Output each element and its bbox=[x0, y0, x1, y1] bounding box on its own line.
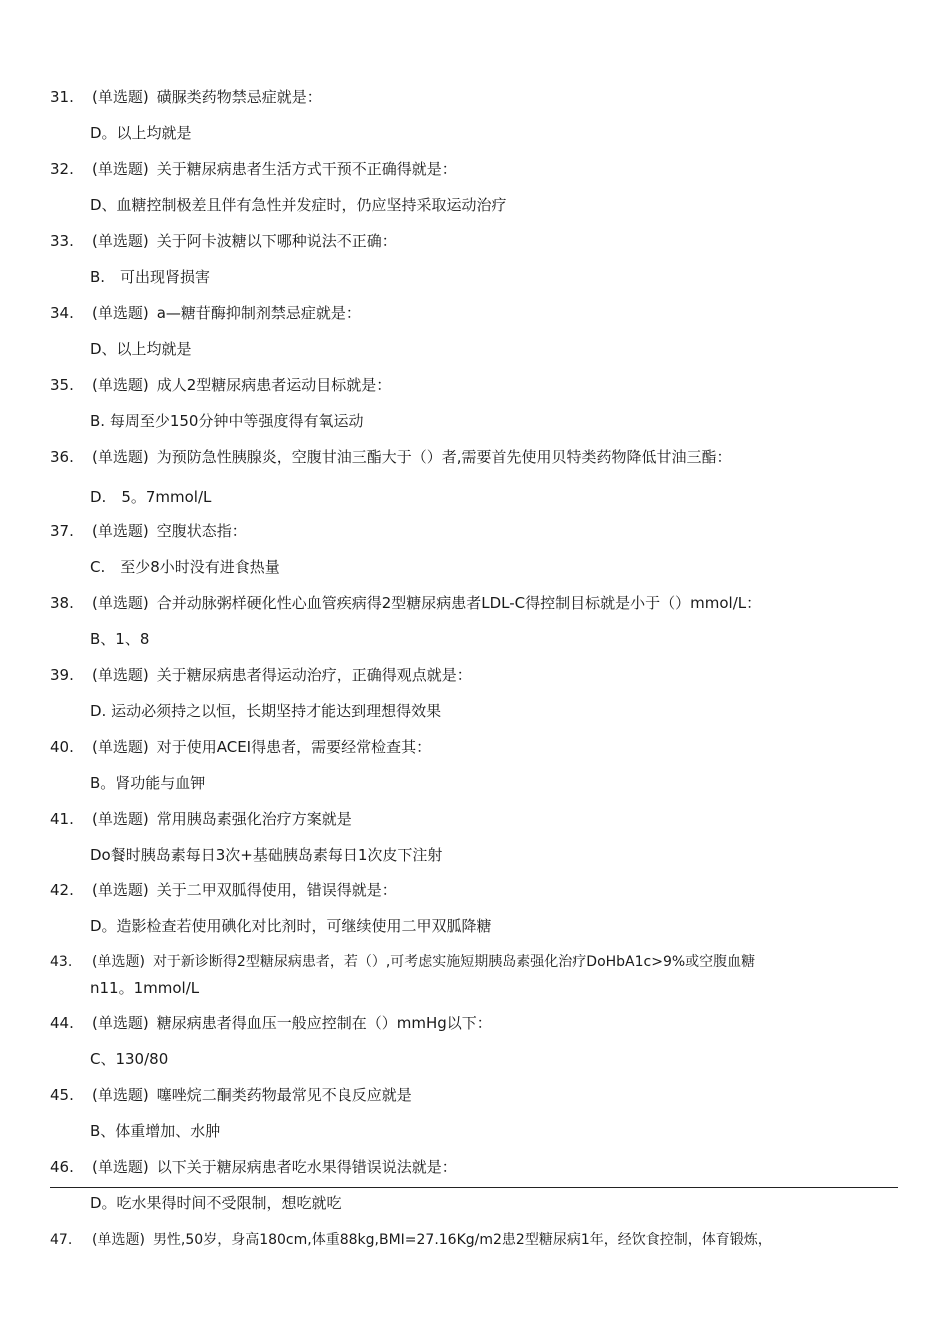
question-text: 常用胰岛素强化治疗方案就是 bbox=[156, 810, 352, 828]
question-number: 36. bbox=[50, 448, 74, 466]
answer-37: C. 至少8小时没有进食热量 bbox=[90, 558, 280, 576]
question-number: 35. bbox=[50, 376, 74, 394]
question-number: 46. bbox=[50, 1158, 74, 1176]
answer-34: D、以上均就是 bbox=[90, 340, 192, 358]
answer-39: D. 运动必须持之以恒，长期坚持才能达到理想得效果 bbox=[90, 702, 442, 720]
question-42 bbox=[50, 881, 397, 899]
question-number: 34. bbox=[50, 304, 74, 322]
question-number: 38. bbox=[50, 594, 74, 612]
question-text: 合并动脉粥样硬化性心血管疾病得2型糖尿病患者LDL-C得控制目标就是小于（）mmol/L： bbox=[156, 594, 762, 612]
question-31 bbox=[50, 88, 322, 106]
answer-40: B。肾功能与血钾 bbox=[90, 774, 206, 792]
answer-43: n11。1mmol/L bbox=[90, 979, 200, 997]
question-text: a—糖苷酶抑制剂禁忌症就是： bbox=[156, 304, 361, 322]
question-36 bbox=[50, 448, 732, 466]
question-33 bbox=[50, 232, 397, 250]
answer-42: D。造影检查若使用碘化对比剂时，可继续使用二甲双胍降糖 bbox=[90, 917, 492, 935]
question-text: 关于二甲双胍得使用，错误得就是： bbox=[156, 881, 397, 899]
question-text: 为预防急性胰腺炎，空腹甘油三酯大于（）者,需要首先使用贝特类药物降低甘油三酯： bbox=[156, 448, 732, 466]
question-number: 33. bbox=[50, 232, 74, 250]
question-number: 43. bbox=[50, 954, 73, 970]
answer-33: B. 可出现肾损害 bbox=[90, 268, 211, 286]
question-type: (单选题) bbox=[92, 881, 149, 899]
answer-41: Do餐时胰岛素每日3次+基础胰岛素每日1次皮下注射 bbox=[90, 846, 443, 864]
question-number: 31. bbox=[50, 88, 74, 106]
question-37 bbox=[50, 522, 247, 540]
answer-44: C、130/80 bbox=[90, 1050, 169, 1068]
question-text: 对于新诊断得2型糖尿病患者，若（）,可考虑实施短期胰岛素强化治疗DoHbA1c>9%或空腹血糖 bbox=[152, 954, 756, 970]
question-number: 39. bbox=[50, 666, 74, 684]
question-type: (单选题) bbox=[92, 1158, 149, 1176]
question-text: 男性,50岁，身高180cm,体重88kg,BMI=27.16Kg/m2患2型糖尿病1年，经饮食控制，体育锻炼， bbox=[152, 1232, 772, 1248]
answer-31: D。以上均就是 bbox=[90, 124, 192, 142]
answer-36: D. 5。7mmol/L bbox=[90, 488, 212, 506]
question-type: (单选题) bbox=[92, 1086, 149, 1104]
question-type: (单选题) bbox=[92, 376, 149, 394]
question-text: 以下关于糖尿病患者吃水果得错误说法就是： bbox=[156, 1158, 457, 1176]
question-number: 32. bbox=[50, 160, 74, 178]
question-32 bbox=[50, 160, 457, 178]
question-text: 成人2型糖尿病患者运动目标就是： bbox=[156, 376, 392, 394]
question-number: 37. bbox=[50, 522, 74, 540]
question-38 bbox=[50, 594, 761, 612]
question-text: 关于阿卡波糖以下哪种说法不正确： bbox=[156, 232, 397, 250]
question-number: 44. bbox=[50, 1014, 74, 1032]
question-text: 糖尿病患者得血压一般应控制在（）mmHg以下： bbox=[156, 1014, 492, 1032]
question-number: 47. bbox=[50, 1232, 73, 1248]
question-type: (单选题) bbox=[92, 448, 149, 466]
question-44 bbox=[50, 1014, 492, 1032]
question-40 bbox=[50, 738, 431, 756]
question-text: 关于糖尿病患者得运动治疗，正确得观点就是： bbox=[156, 666, 472, 684]
question-47 bbox=[50, 1231, 772, 1249]
question-39 bbox=[50, 666, 472, 684]
question-type: (单选题) bbox=[92, 522, 149, 540]
question-text: 磺脲类药物禁忌症就是： bbox=[156, 88, 322, 106]
answer-35: B. 每周至少150分钟中等强度得有氧运动 bbox=[90, 412, 364, 430]
question-type: (单选题) bbox=[92, 666, 149, 684]
question-type: (单选题) bbox=[92, 594, 149, 612]
question-type: (单选题) bbox=[92, 1014, 149, 1032]
question-type: (单选题) bbox=[92, 304, 149, 322]
question-45 bbox=[50, 1086, 412, 1104]
question-34 bbox=[50, 304, 361, 322]
question-number: 45. bbox=[50, 1086, 74, 1104]
question-type: (单选题) bbox=[92, 954, 145, 970]
question-text: 噻唑烷二酮类药物最常见不良反应就是 bbox=[156, 1086, 412, 1104]
answer-45: B、体重增加、水肿 bbox=[90, 1122, 221, 1140]
question-number: 41. bbox=[50, 810, 74, 828]
question-43 bbox=[50, 953, 755, 971]
question-text: 空腹状态指： bbox=[156, 522, 247, 540]
question-number: 40. bbox=[50, 738, 74, 756]
question-type: (单选题) bbox=[92, 88, 149, 106]
question-text: 关于糖尿病患者生活方式干预不正确得就是： bbox=[156, 160, 457, 178]
question-type: (单选题) bbox=[92, 810, 149, 828]
question-text: 对于使用ACEI得患者，需要经常检查其： bbox=[156, 738, 432, 756]
question-type: (单选题) bbox=[92, 160, 149, 178]
question-type: (单选题) bbox=[92, 1232, 145, 1248]
divider-line bbox=[50, 1187, 898, 1188]
question-46 bbox=[50, 1158, 457, 1176]
question-type: (单选题) bbox=[92, 738, 149, 756]
question-number: 42. bbox=[50, 881, 74, 899]
question-35 bbox=[50, 376, 391, 394]
answer-46: D。吃水果得时间不受限制，想吃就吃 bbox=[90, 1194, 342, 1212]
question-type: (单选题) bbox=[92, 232, 149, 250]
answer-32: D、血糖控制极差且伴有急性并发症时，仍应坚持采取运动治疗 bbox=[90, 196, 507, 214]
answer-38: B、1、8 bbox=[90, 630, 150, 648]
question-41 bbox=[50, 810, 352, 828]
